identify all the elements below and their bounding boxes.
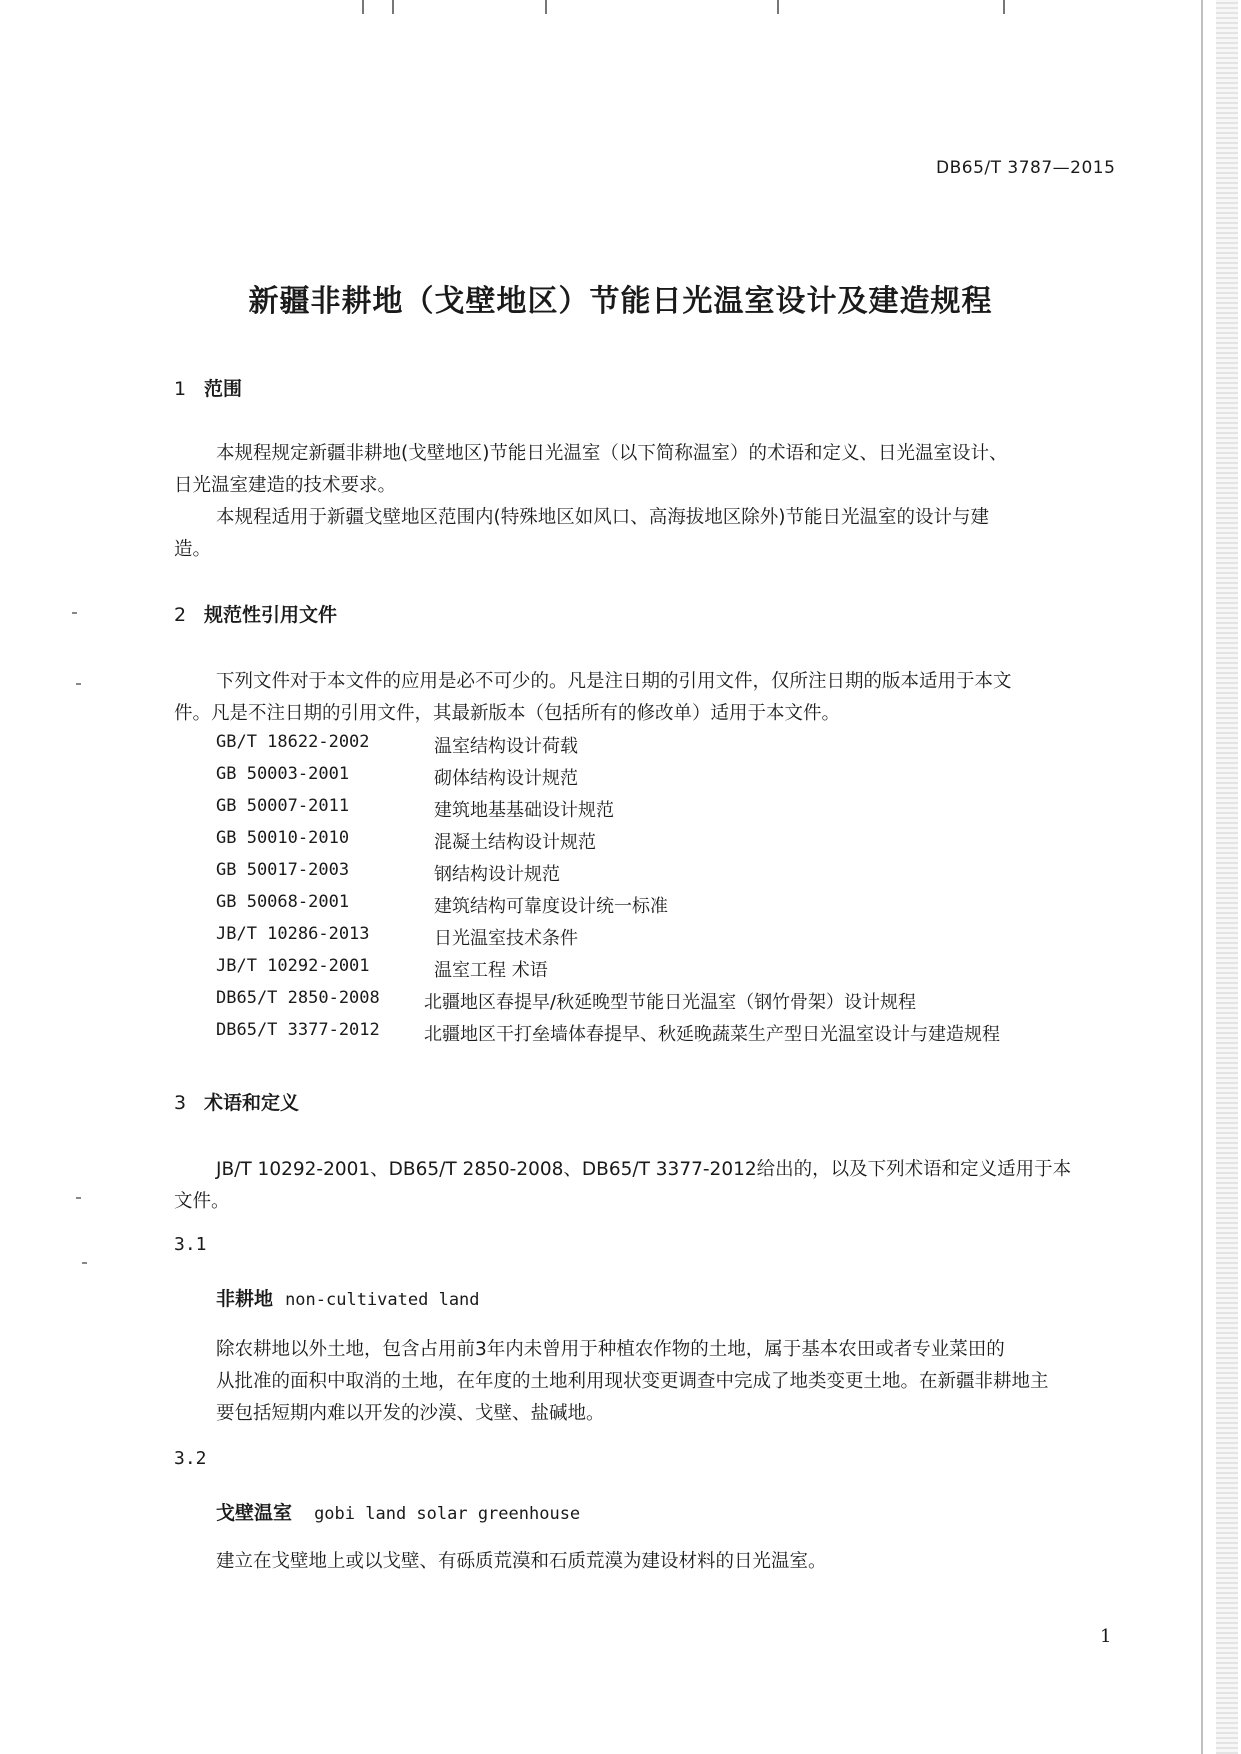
scan-speck bbox=[76, 1197, 81, 1199]
scan-tick bbox=[545, 0, 547, 14]
scan-speck bbox=[72, 612, 77, 614]
term-3-2-number: 3.2 bbox=[174, 1448, 207, 1469]
page-number: 1 bbox=[1100, 1626, 1112, 1647]
section-3-para-line-2: 文件。 bbox=[174, 1191, 230, 1212]
section-3-para-line-1: JB/T 10292-2001、DB65/T 2850-2008、DB65/T 3377-2012给出的，以及下列术语和定义适用于本 bbox=[216, 1159, 1072, 1180]
section-1-heading: 1 范围 bbox=[174, 378, 243, 400]
term-3-1-en: non-cultivated land bbox=[285, 1290, 480, 1310]
reference-item: GB/T 18622-2002 温室结构设计荷载 bbox=[216, 732, 578, 757]
scan-tick bbox=[362, 0, 364, 14]
section-1-para-2-line-2: 造。 bbox=[174, 539, 212, 560]
reference-item: JB/T 10292-2001 温室工程 术语 bbox=[216, 956, 548, 981]
reference-item: JB/T 10286-2013 日光温室技术条件 bbox=[216, 924, 578, 949]
term-3-1-def-line-2: 从批准的面积中取消的土地，在年度的土地利用现状变更调查中完成了地类变更土地。在新疆非耕地主 bbox=[216, 1371, 1049, 1392]
scan-edge-shadow bbox=[1216, 0, 1238, 1754]
scan-speck bbox=[76, 683, 81, 685]
scan-speck bbox=[82, 1262, 87, 1264]
scan-tick bbox=[777, 0, 779, 14]
term-3-1-def-line-3: 要包括短期内难以开发的沙漠、戈壁、盐碱地。 bbox=[216, 1403, 605, 1424]
scan-edge-line bbox=[1201, 0, 1203, 1754]
standard-code: DB65/T 3787—2015 bbox=[936, 158, 1116, 178]
term-3-1-number: 3.1 bbox=[174, 1234, 207, 1255]
section-2-para-line-2: 件。凡是不注日期的引用文件，其最新版本（包括所有的修改单）适用于本文件。 bbox=[174, 703, 841, 724]
section-1-para-1-line-1: 本规程规定新疆非耕地(戈壁地区)节能日光温室（以下简称温室）的术语和定义、日光温室设计、 bbox=[216, 443, 1008, 464]
term-3-2-heading bbox=[216, 1498, 580, 1525]
term-3-1-heading bbox=[216, 1284, 480, 1311]
reference-item: GB 50007-2011 建筑地基基础设计规范 bbox=[216, 796, 614, 821]
term-3-2-en: gobi land solar greenhouse bbox=[314, 1504, 581, 1524]
scan-tick bbox=[392, 0, 394, 14]
document-title: 新疆非耕地（戈壁地区）节能日光温室设计及建造规程 bbox=[248, 284, 993, 319]
reference-item: GB 50017-2003 钢结构设计规范 bbox=[216, 860, 560, 885]
section-3-heading: 3 术语和定义 bbox=[174, 1092, 300, 1114]
term-3-2-def-line-1: 建立在戈壁地上或以戈壁、有砾质荒漠和石质荒漠为建设材料的日光温室。 bbox=[216, 1551, 827, 1572]
reference-item: GB 50010-2010 混凝土结构设计规范 bbox=[216, 828, 596, 853]
section-1-para-1-line-2: 日光温室建造的技术要求。 bbox=[174, 475, 397, 496]
reference-item: DB65/T 2850-2008 北疆地区春提早/秋延晚型节能日光温室（钢竹骨架）设计规程 bbox=[216, 988, 917, 1013]
section-2-heading: 2 规范性引用文件 bbox=[174, 604, 338, 626]
term-3-1-zh: 非耕地 bbox=[216, 1288, 274, 1310]
term-3-2-zh: 戈壁温室 bbox=[216, 1502, 293, 1524]
reference-item: GB 50003-2001 砌体结构设计规范 bbox=[216, 764, 578, 789]
reference-item: DB65/T 3377-2012 北疆地区干打垒墙体春提早、秋延晚蔬菜生产型日光温室设计与建造规程 bbox=[216, 1020, 1000, 1045]
reference-item: GB 50068-2001 建筑结构可靠度设计统一标准 bbox=[216, 892, 668, 917]
scan-tick bbox=[1003, 0, 1005, 14]
section-1-para-2-line-1: 本规程适用于新疆戈壁地区范围内(特殊地区如风口、高海拔地区除外)节能日光温室的设计与建 bbox=[216, 507, 989, 528]
section-2-para-line-1: 下列文件对于本文件的应用是必不可少的。凡是注日期的引用文件，仅所注日期的版本适用于本文 bbox=[216, 671, 1012, 692]
term-3-1-def-line-1: 除农耕地以外土地，包含占用前3年内未曾用于种植农作物的土地，属于基本农田或者专业菜田的 bbox=[216, 1339, 1005, 1360]
